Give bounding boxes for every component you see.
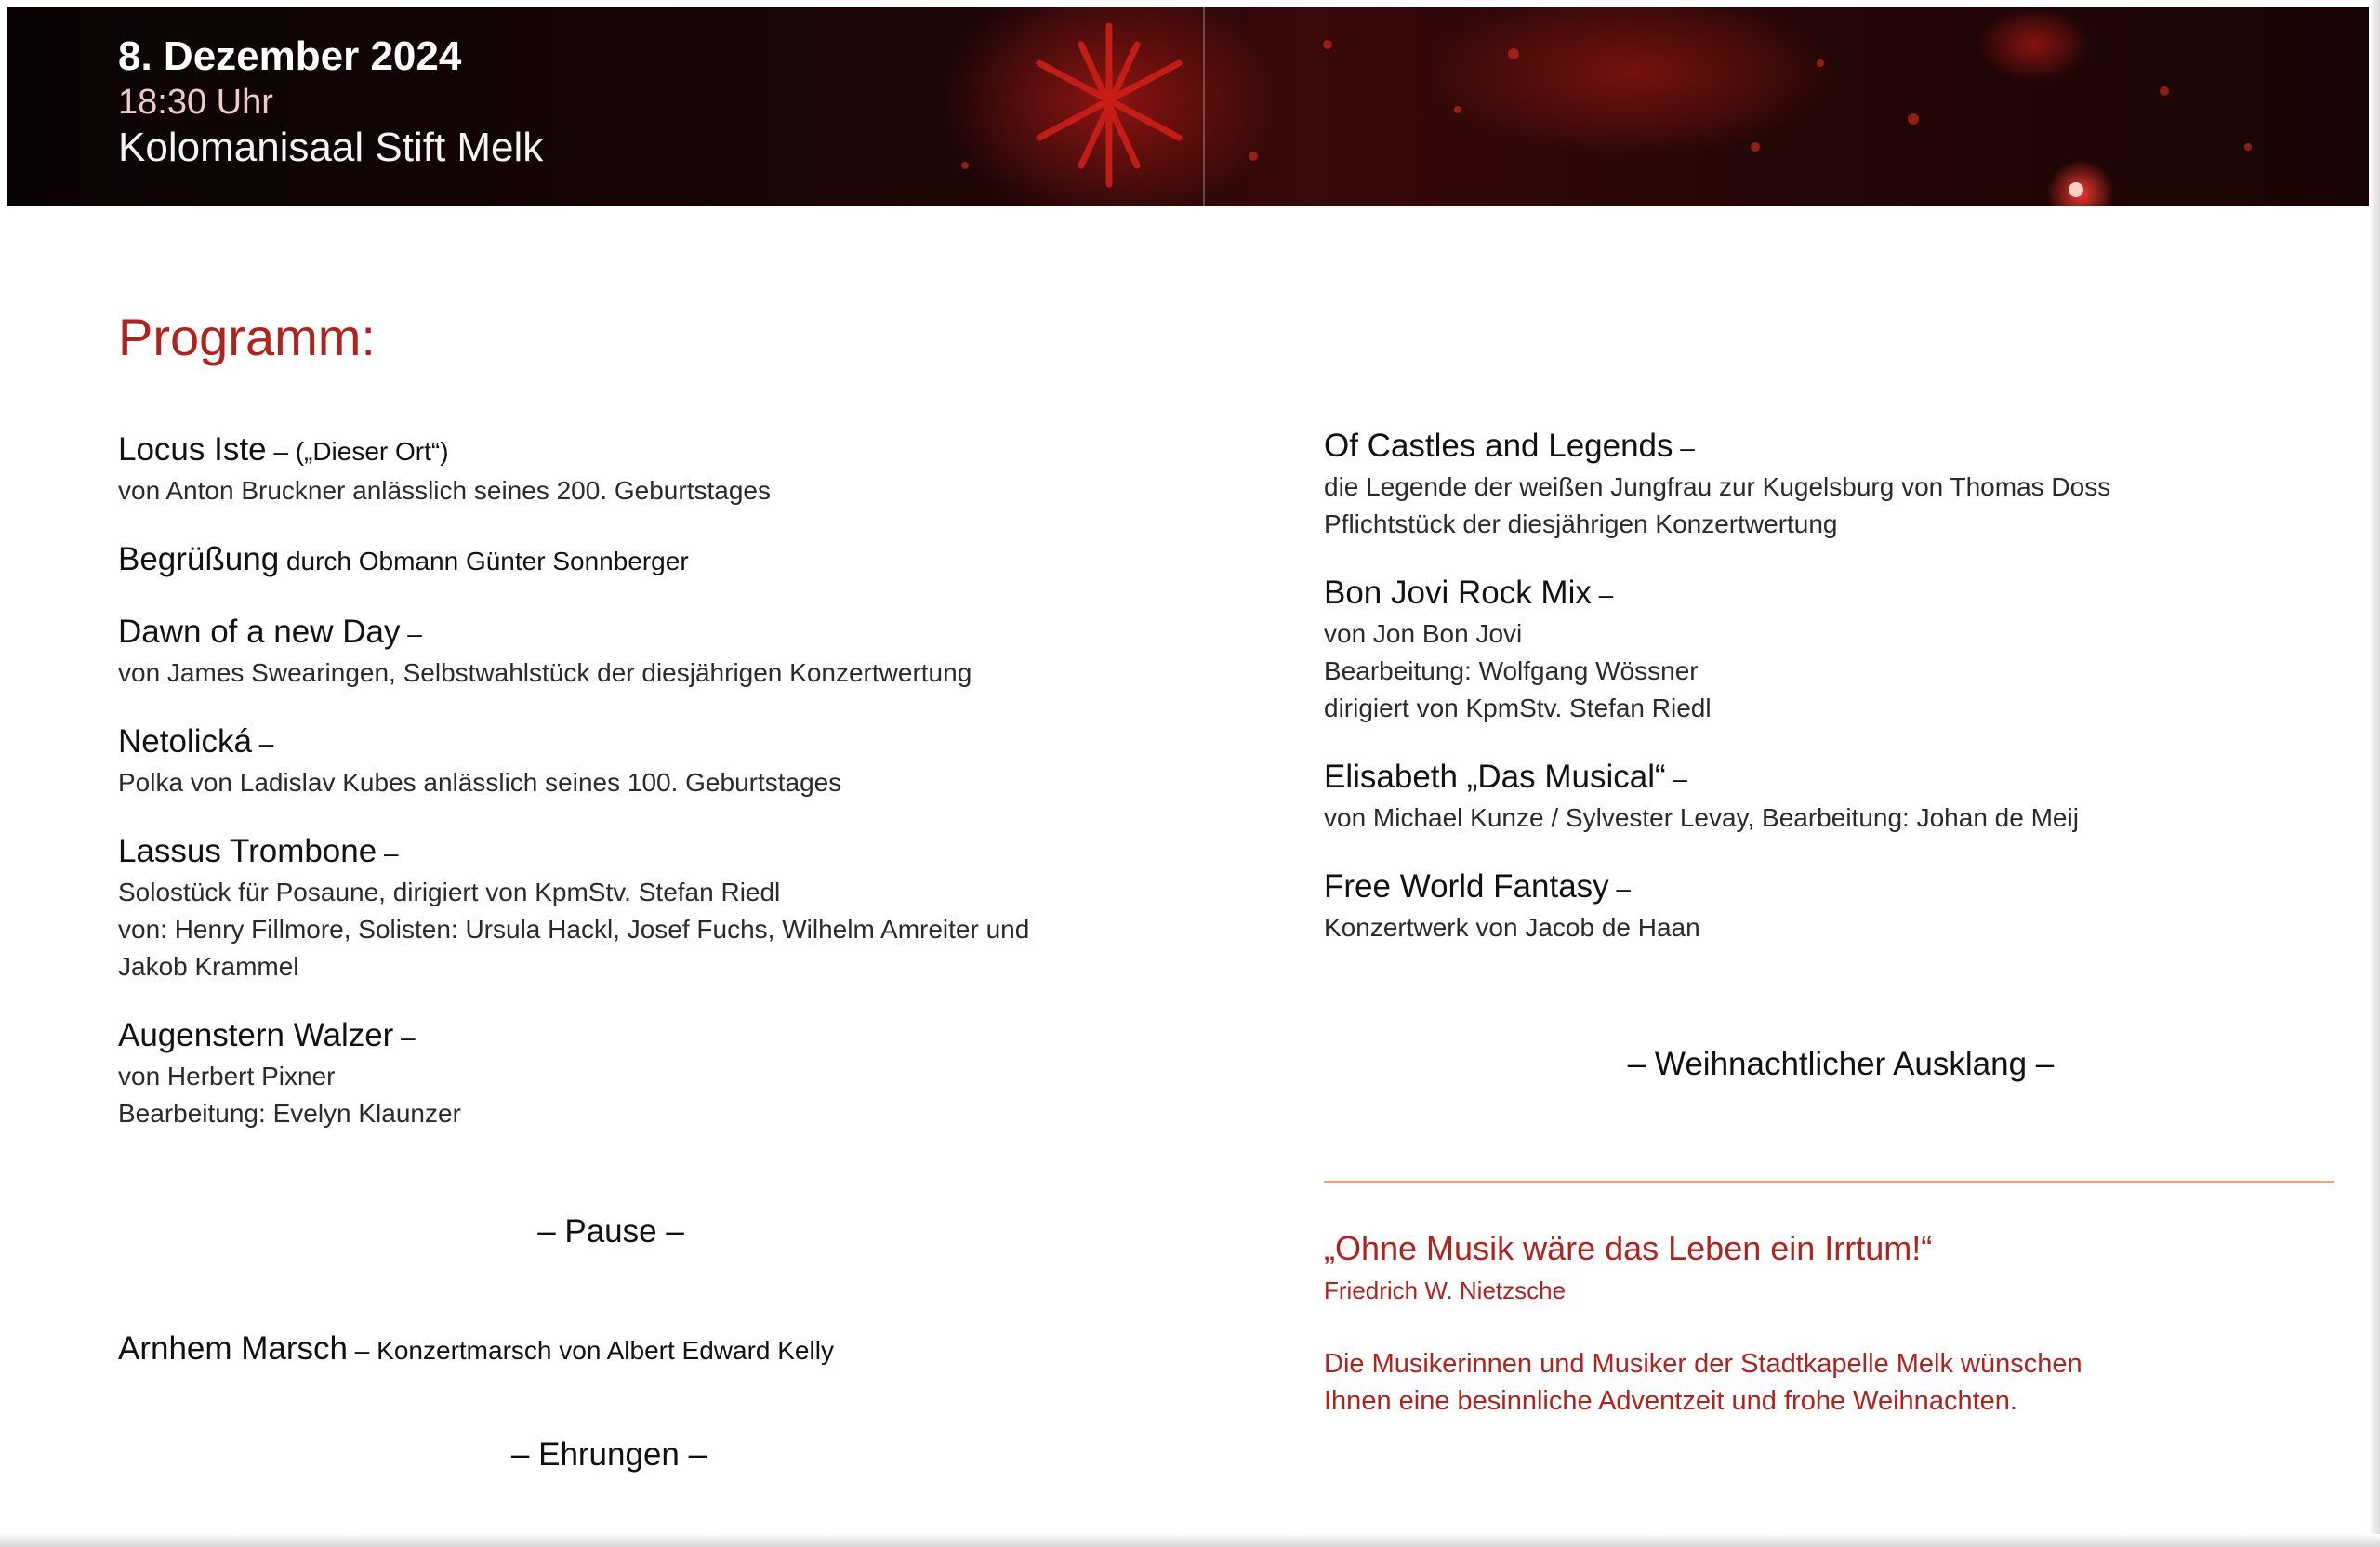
piece-detail: die Legende der weißen Jungfrau zur Kugelsburg von Thomas Doss bbox=[1324, 472, 2111, 501]
piece-title: Netolická bbox=[118, 723, 252, 760]
title-separator: – bbox=[266, 437, 296, 466]
march-item bbox=[118, 1329, 1122, 1371]
piece-detail: Bearbeitung: Evelyn Klaunzer bbox=[118, 1099, 461, 1128]
piece-title: Of Castles and Legends bbox=[1324, 428, 1673, 464]
program-item bbox=[1324, 757, 2328, 837]
title-separator: – bbox=[1608, 874, 1632, 903]
piece-title: Arnhem Marsch bbox=[118, 1330, 349, 1367]
piece-title: Free World Fantasy bbox=[1324, 868, 1609, 905]
piece-title: Bon Jovi Rock Mix bbox=[1324, 575, 1592, 611]
program-heading: Programm: bbox=[118, 308, 376, 366]
closing-wish bbox=[1324, 1345, 2347, 1420]
event-time: 18:30 Uhr bbox=[118, 83, 273, 122]
piece-detail: dirigiert von KpmStv. Stefan Riedl bbox=[1324, 694, 1712, 722]
page-edge-shadow bbox=[0, 1534, 2380, 1547]
piece-title: Locus Iste bbox=[118, 431, 267, 468]
piece-title: Augenstern Walzer bbox=[118, 1017, 394, 1053]
piece-detail: Bearbeitung: Wolfgang Wössner bbox=[1324, 656, 1699, 685]
piece-detail: Solostück für Posaune, dirigiert von KpmStv. Stefan Riedl bbox=[118, 878, 781, 906]
ehrungen-note: – Ehrungen – bbox=[510, 1436, 707, 1473]
piece-detail: von Michael Kunze / Sylvester Levay, Bearbeitung: Johan de Meij bbox=[1324, 803, 2079, 832]
event-venue: Kolomanisaal Stift Melk bbox=[118, 125, 544, 170]
piece-detail: Jakob Krammel bbox=[118, 952, 299, 981]
ausklang-note: – Weihnachtlicher Ausklang – bbox=[1627, 1046, 2055, 1082]
title-separator bbox=[279, 547, 286, 575]
piece-inline-note: durch Obmann Günter Sonnberger bbox=[285, 547, 689, 575]
program-item bbox=[118, 430, 1122, 509]
pause-note: – Pause – bbox=[537, 1213, 684, 1250]
title-separator: – bbox=[1591, 580, 1614, 609]
piece-title: Dawn of a new Day bbox=[118, 614, 401, 650]
title-separator: – bbox=[1673, 433, 1695, 462]
piece-inline-note: („Dieser Ort“) bbox=[295, 437, 449, 466]
program-item bbox=[1324, 573, 2328, 727]
piece-detail: Konzertwerk von Jacob de Haan bbox=[1324, 913, 1700, 942]
program-item bbox=[118, 612, 1122, 692]
piece-title: Lassus Trombone bbox=[118, 833, 377, 869]
title-separator: – bbox=[393, 1023, 416, 1051]
program-item bbox=[118, 1015, 1122, 1132]
divider-line bbox=[1324, 1181, 2334, 1183]
piece-detail: von Anton Bruckner anlässlich seines 200. Geburtstages bbox=[118, 476, 771, 505]
quote-author: Friedrich W. Nietzsche bbox=[1324, 1276, 1567, 1304]
program-item bbox=[118, 721, 1122, 801]
program-item bbox=[1324, 866, 2328, 946]
program-item bbox=[118, 539, 1122, 582]
piece-detail: von Herbert Pixner bbox=[118, 1062, 336, 1091]
piece-title: Begrüßung bbox=[118, 541, 280, 577]
piece-detail: von Jon Bon Jovi bbox=[1324, 619, 1523, 648]
closing-wish-line: Die Musikerinnen und Musiker der Stadtkapelle Melk wünschen bbox=[1324, 1349, 2082, 1379]
title-separator: – bbox=[251, 729, 274, 758]
program-right-column bbox=[1324, 426, 2328, 976]
quote-block bbox=[1324, 1227, 1932, 1307]
quote-text: „Ohne Musik wäre das Leben ein Irrtum!“ bbox=[1324, 1229, 1933, 1267]
program-item bbox=[118, 831, 1122, 985]
fold-line bbox=[1203, 7, 1205, 206]
title-separator: – bbox=[1665, 764, 1687, 793]
piece-inline-note: Konzertmarsch von Albert Edward Kelly bbox=[377, 1336, 834, 1365]
program-item bbox=[1324, 426, 2328, 543]
piece-title: Elisabeth „Das Musical“ bbox=[1324, 759, 1666, 795]
title-separator: – bbox=[348, 1336, 377, 1365]
piece-detail: Pflichtstück der diesjährigen Konzertwertung bbox=[1324, 509, 1838, 538]
closing-wish-line: Ihnen eine besinnliche Adventzeit und frohe Weihnachten. bbox=[1324, 1386, 2017, 1416]
title-separator: – bbox=[400, 619, 422, 648]
title-separator: – bbox=[377, 839, 399, 867]
event-info bbox=[118, 32, 543, 173]
program-left-column bbox=[118, 430, 1122, 1162]
event-date: 8. Dezember 2024 bbox=[118, 33, 462, 79]
piece-detail: von James Swearingen, Selbstwahlstück der diesjährigen Konzertwertung bbox=[118, 658, 972, 687]
piece-detail: von: Henry Fillmore, Solisten: Ursula Hackl, Josef Fuchs, Wilhelm Amreiter und bbox=[118, 915, 1030, 944]
page-edge-shadow bbox=[2369, 0, 2380, 1547]
piece-detail: Polka von Ladislav Kubes anlässlich seines 100. Geburtstages bbox=[118, 768, 842, 797]
